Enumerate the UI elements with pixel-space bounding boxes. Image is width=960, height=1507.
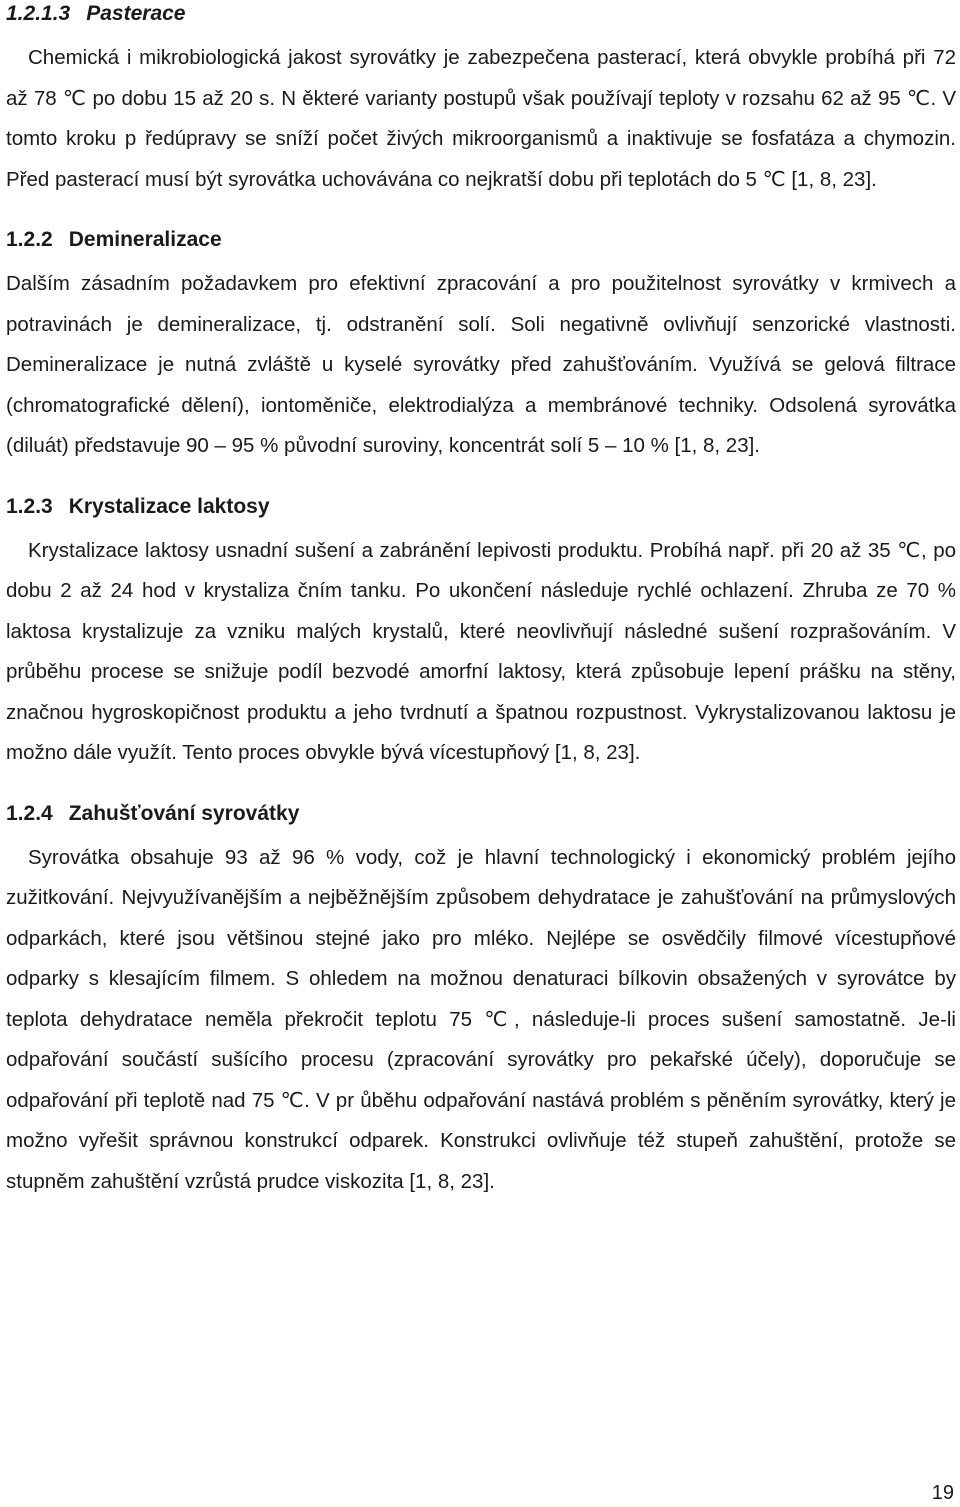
paragraph-text: Dalším zásadním požadavkem pro efektivní zpracování a pro použitelnost syrovátky v krmivech a potravinách je demineralizace, tj. odstranění solí. Soli negativně ovlivňují senzorické vlastnosti. Demineralizace je nutná zvláště u kyselé syrovátky před zahušťováním. Využívá se gelová filtrace (chromatografické dělení), iontoměniče, elektrodialýza a membránové techniky. Odsolená syrovátka (diluát) představuje 90 – 95 % původní suroviny, koncentrát solí 5 – 10 % [1, 8, 23]. (6, 272, 956, 457)
section-title: Demineralizace (68, 228, 222, 251)
section-number: 1.2.2 (6, 228, 53, 251)
section-heading-zahustovani (6, 800, 956, 828)
section-heading-demineralizace (6, 226, 956, 254)
section-heading-pasterace (6, 0, 956, 28)
section-heading-krystalizace (6, 493, 956, 521)
section-paragraph-demineralizace (6, 264, 956, 467)
section-number: 1.2.1.3 (6, 2, 71, 25)
section-paragraph-zahustovani (6, 838, 956, 1203)
section-title: Zahušťování syrovátky (68, 801, 300, 825)
section-paragraph-krystalizace (6, 531, 956, 774)
section-number: 1.2.4 (6, 801, 53, 825)
document-page (6, 0, 956, 1202)
section-title: Krystalizace laktosy (68, 494, 270, 518)
paragraph-text: Chemická i mikrobiologická jakost syrovátky je zabezpečena pasterací, která obvykle probíhá při 72 až 78 ℃ po dobu 15 až 20 s. N ěkteré varianty postupů však používají teploty v rozsahu 62 až 95 ℃. V tomto kroku p ředúpravy se sníží počet živých mikroorganismů a inaktivuje se fosfatáza a chymozin. Před pasterací musí být syrovátka uchovávána co nejkratší dobu při teplotách do 5 ℃ [1, 8, 23]. (6, 46, 956, 191)
section-title: Pasterace (86, 2, 186, 25)
section-number: 1.2.3 (6, 494, 53, 518)
page-number: 19 (931, 1482, 954, 1504)
section-paragraph-pasterace (6, 38, 956, 200)
paragraph-text: Krystalizace laktosy usnadní sušení a zabránění lepivosti produktu. Probíhá např. při 20 až 35 ℃, po dobu 2 až 24 hod v krystaliza čním tanku. Po ukončení následuje rychlé ochlazení. Zhruba ze 70 % laktosa krystalizuje za vzniku malých krystalů, které neovlivňují následné sušení rozprašováním. V průběhu procese se snižuje podíl bezvodé amorfní laktosy, která způsobuje lepení prášku na stěny, značnou hygroskopičnost produktu a jeho tvrdnutí a špatnou rozpustnost. Vykrystalizovanou laktosu je možno dále využít. Tento proces obvykle bývá vícestupňový [1, 8, 23]. (6, 538, 956, 764)
paragraph-text: Syrovátka obsahuje 93 až 96 % vody, což je hlavní technologický i ekonomický problém jejího zužitkování. Nejvyužívanějším a nejběžnějším způsobem dehydratace je zahušťování na průmyslových odparkách, které jsou většinou stejné jako pro mléko. Nejlépe se osvědčily filmové vícestupňové odparky s klesajícím filmem. S ohledem na možnou denaturaci bílkovin obsažených v syrovátce by teplota dehydratace neměla překročit teplotu 75 ℃, následuje-li proces sušení samostatně. Je-li odpařování součástí sušícího procesu (zpracování syrovátky pro pekařské účely), doporučuje se odpařování při teplotě nad 75 ℃. V pr ůběhu odpařování nastává problém s pěněním syrovátky, který je možno vyřešit správnou konstrukcí odparek. Konstrukci ovlivňuje též stupeň zahuštění, protože se stupněm zahuštění vzrůstá prudce viskozita [1, 8, 23]. (6, 845, 956, 1193)
